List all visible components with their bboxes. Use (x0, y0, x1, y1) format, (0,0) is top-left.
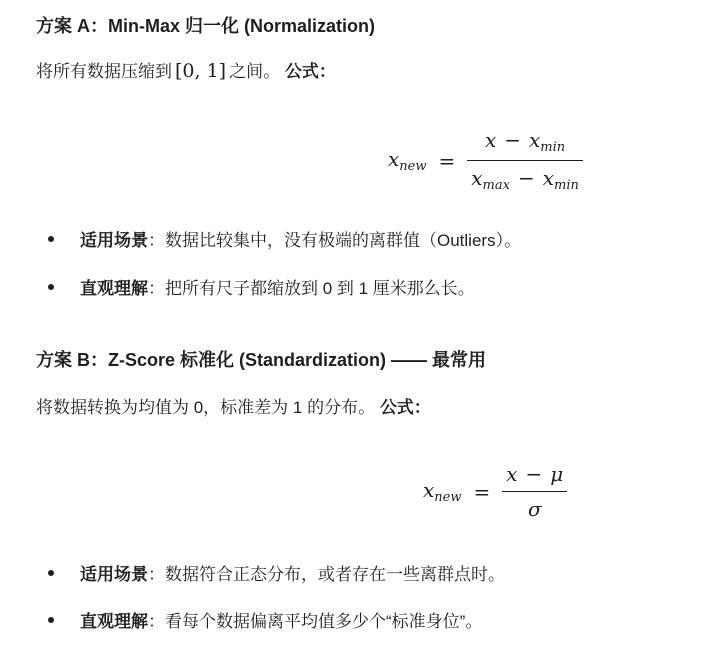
section-b-intro-text: 将数据转换为均值为 0，标准差为 1 的分布。 (36, 398, 376, 417)
section-a-intro-text: 将所有数据压缩到 (36, 62, 172, 81)
bullet-text: ：数据符合正态分布，或者存在一些离群点时。 (148, 565, 505, 584)
section-b-formula-label: 公式： (379, 398, 431, 417)
formula-fraction (467, 128, 583, 193)
formula-lhs: $x_{new}$ (423, 478, 462, 506)
section-a-intro (36, 57, 336, 82)
section-a-intro-text2: 之间。 (229, 62, 281, 81)
zscore-formula (423, 462, 567, 521)
section-b-heading: 方案 B：Z-Score 标准化 (Standardization) —— 最常用 (36, 350, 487, 370)
formula-fraction (502, 462, 567, 521)
bullet-label: 直观理解 (80, 279, 148, 298)
bullet-text: ：看每个数据偏离平均值多少个“标准身位”。 (148, 612, 483, 631)
equals-sign: = (438, 148, 456, 173)
formula-denominator: σ (527, 497, 542, 522)
bullet-label: 适用场景 (80, 231, 148, 250)
interval-math: [0, 1] (175, 60, 227, 82)
formula-numerator: $x - x_{min}$ (484, 128, 566, 155)
formula-numerator: x − μ (506, 462, 564, 486)
formula-lhs: $x_{new}$ (388, 147, 427, 175)
list-item (48, 607, 482, 632)
fraction-bar (502, 491, 567, 492)
list-item (48, 274, 475, 299)
bullet-text: ：把所有尺子都缩放到 0 到 1 厘米那么长。 (148, 279, 475, 298)
list-item (48, 226, 521, 251)
bullet-dot (48, 284, 54, 290)
bullet-label: 直观理解 (80, 612, 148, 631)
bullet-label: 适用场景 (80, 565, 148, 584)
bullet-dot (48, 617, 54, 623)
list-item (48, 560, 505, 585)
equals-sign: = (473, 479, 491, 504)
fraction-bar (467, 160, 583, 161)
minmax-formula (388, 128, 583, 193)
formula-denominator: $x_{max} - x_{min}$ (471, 166, 579, 194)
bullet-dot (48, 236, 54, 242)
section-b-intro (36, 393, 431, 418)
bullet-text: ：数据比较集中，没有极端的离群值（Outliers）。 (148, 231, 522, 250)
section-a-formula-label: 公式： (284, 62, 336, 81)
section-a-heading: 方案 A：Min-Max 归一化 (Normalization) (36, 16, 376, 36)
bullet-dot (48, 570, 54, 576)
